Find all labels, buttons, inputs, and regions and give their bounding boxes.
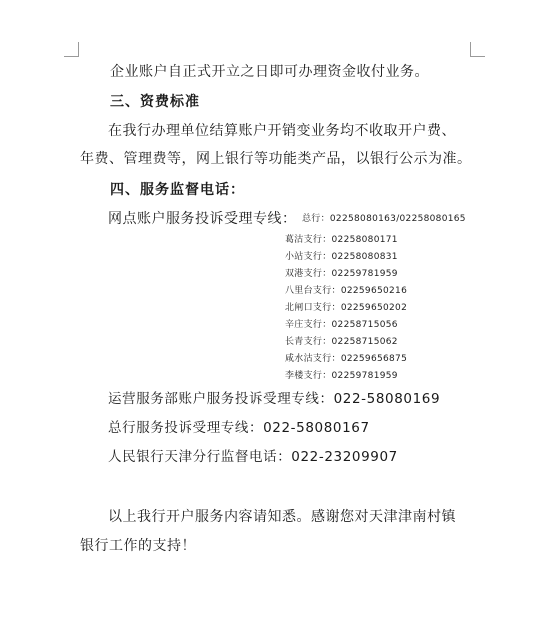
branch-phone: 02259650202	[340, 303, 408, 313]
branch-phone: 02258080171	[331, 235, 398, 245]
paragraph-account-opening: 企业账户自正式开立之日即可办理资金收付业务。	[110, 64, 429, 80]
branch-phone: 02258715062	[331, 337, 398, 347]
branch-phone: 02258080831	[331, 252, 398, 262]
branch-name: 双港支行：	[285, 269, 332, 279]
paragraph-fees-line2: 年费、管理费等，网上银行等功能类产品，以银行公示为准。	[80, 151, 472, 167]
section-heading-fees: 三、资费标准	[110, 94, 200, 110]
page-corner-mark	[64, 42, 79, 57]
branch-phone: 02259650216	[340, 286, 408, 296]
branch-phone-row	[285, 235, 398, 246]
branch-name: 辛庄支行：	[285, 320, 332, 330]
branch-phone-row	[285, 337, 398, 348]
branch-phone-row	[285, 303, 407, 314]
branch-name: 八里台支行：	[285, 286, 341, 296]
section-heading-hotlines: 四、服务监督电话：	[110, 182, 245, 198]
branch-phone: 02258080163/02258080165	[329, 214, 466, 224]
branch-phone-row	[285, 252, 398, 263]
branch-name: 北闸口支行：	[285, 303, 341, 313]
page-corner-mark	[470, 42, 485, 57]
closing-line1: 以上我行开户服务内容请知悉。感谢您对天津津南村镇	[108, 509, 456, 525]
branch-name: 长青支行：	[285, 337, 332, 347]
ops-hotline: 运营服务部账户服务投诉受理专线：022-58080169	[108, 391, 441, 407]
hq-hotline: 总行服务投诉受理专线：022-58080167	[108, 420, 370, 436]
branch-name: 小站支行：	[285, 252, 332, 262]
branch-phone-row	[285, 320, 398, 331]
pboc-hotline: 人民银行天津分行监督电话：022-23209907	[108, 449, 398, 465]
branch-phone-row	[302, 214, 466, 225]
branch-phone: 02259781959	[331, 269, 398, 279]
branch-phone-row	[285, 354, 407, 365]
branch-phone-row	[285, 286, 407, 297]
branch-phone-row	[285, 269, 398, 280]
paragraph-fees-line1: 在我行办理单位结算账户开销变业务均不收取开户费、	[108, 123, 456, 139]
branch-phone: 02259656875	[340, 354, 408, 364]
branch-name: 咸水沽支行：	[285, 354, 341, 364]
branch-phone-row	[285, 371, 398, 382]
branch-name: 葛沽支行：	[285, 235, 332, 245]
branch-name: 总行：	[302, 214, 330, 224]
branch-hotline-label: 网点账户服务投诉受理专线：	[108, 211, 297, 227]
branch-phone: 02258715056	[331, 320, 398, 330]
branch-name: 李楼支行：	[285, 371, 332, 381]
branch-phone: 02259781959	[331, 371, 398, 381]
closing-line2: 银行工作的支持！	[80, 538, 196, 554]
